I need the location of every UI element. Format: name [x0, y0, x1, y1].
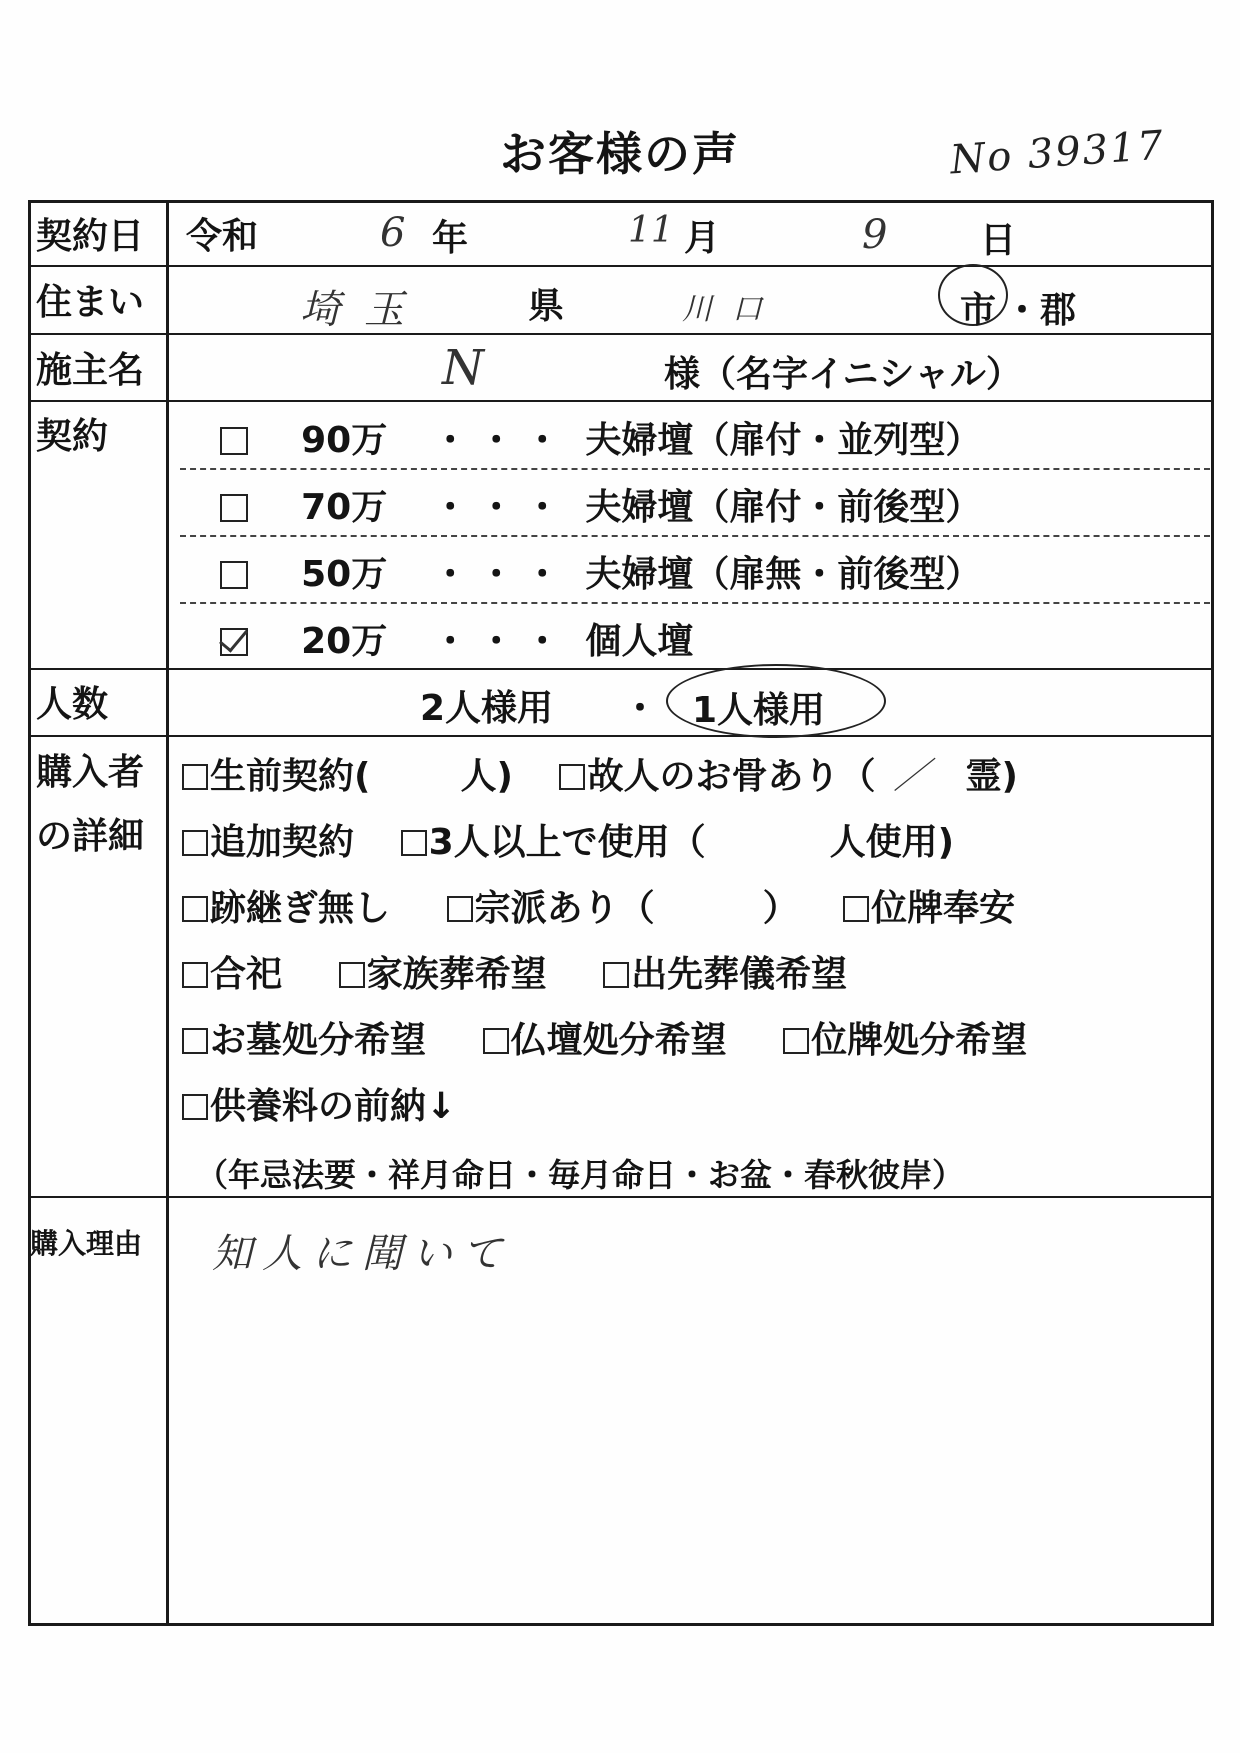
ihai-label: 位牌奉安 — [871, 888, 1016, 929]
three-plus-unit: 人使用) — [829, 822, 955, 863]
contract-label: 契約 — [36, 416, 109, 457]
reason-label: 購入理由 — [30, 1227, 143, 1260]
goushi-label: 合祀 — [210, 954, 283, 995]
checkbox-ashes[interactable] — [559, 764, 585, 790]
checkbox-additional[interactable] — [182, 830, 208, 856]
city-unit[interactable]: 市 — [960, 290, 997, 331]
contract-option-90[interactable] — [220, 412, 981, 463]
checkbox-sect[interactable] — [447, 896, 473, 922]
checkbox-ihai[interactable] — [843, 896, 869, 922]
buyer-details-label-2: の詳細 — [36, 816, 145, 857]
buyer-row-5 — [182, 1012, 1027, 1063]
option-dots: ・・・ — [432, 487, 571, 528]
page-title: お客様の声 — [500, 127, 740, 181]
row-divider — [28, 668, 1214, 670]
label-column-divider — [166, 200, 169, 1626]
option-divider — [180, 535, 1210, 537]
contract-month[interactable]: 11 — [628, 210, 674, 251]
option-price: 90万 — [301, 420, 388, 461]
no-heir-label: 跡継ぎ無し — [210, 888, 391, 929]
checkbox-3plus[interactable] — [401, 830, 427, 856]
people-option-1[interactable]: 1人様用 — [692, 690, 826, 731]
additional-contract-label: 追加契約 — [210, 822, 355, 863]
buyer-row-1 — [182, 748, 1018, 799]
checkbox[interactable] — [220, 494, 248, 522]
people-separator: ・ — [622, 688, 659, 729]
month-unit: 月 — [684, 218, 721, 259]
three-plus-label: 3人以上で使用（ — [428, 822, 706, 863]
contract-day[interactable]: 9 — [862, 212, 888, 258]
option-desc: 夫婦壇（扉付・並列型） — [585, 420, 982, 461]
option-dots: ・・・ — [432, 420, 571, 461]
option-price: 20万 — [301, 621, 388, 662]
option-desc: 夫婦壇（扉無・前後型） — [585, 554, 982, 595]
buyer-row-2 — [182, 814, 954, 865]
row-divider — [28, 735, 1214, 737]
ashes-label: 故人のお骨あり（ — [587, 756, 876, 797]
prefecture-value[interactable]: 埼玉 — [300, 287, 428, 333]
checkbox-no-heir[interactable] — [182, 896, 208, 922]
customer-name-label: 施主名 — [36, 350, 145, 391]
ashes-unit: 霊) — [965, 756, 1018, 797]
contract-year[interactable]: 6 — [380, 210, 406, 256]
option-dots: ・・・ — [432, 554, 571, 595]
ashes-count-slash[interactable]: ／ — [893, 756, 930, 797]
city-gun-separator: ・ — [1004, 290, 1041, 331]
buyer-row-3 — [182, 880, 1015, 931]
customer-initial[interactable]: N — [442, 340, 484, 396]
prefecture-unit: 県 — [528, 286, 565, 327]
contract-option-50[interactable] — [220, 546, 981, 597]
ihai-disposal-label: 位牌処分希望 — [811, 1020, 1028, 1061]
people-option-2[interactable]: 2人様用 — [420, 688, 554, 729]
buyer-details-label: 購入者 — [36, 752, 145, 793]
gun-unit[interactable]: 郡 — [1040, 290, 1077, 331]
option-divider — [180, 602, 1210, 604]
day-unit: 日 — [980, 220, 1017, 261]
checkbox-prepay[interactable] — [182, 1094, 208, 1120]
checkbox[interactable] — [220, 427, 248, 455]
row-divider — [28, 400, 1214, 402]
checkbox-pre-contract[interactable] — [182, 764, 208, 790]
people-label: 人数 — [36, 684, 109, 725]
row-divider — [28, 1196, 1214, 1198]
checkbox[interactable] — [220, 561, 248, 589]
checkbox-onsite-funeral[interactable] — [603, 962, 629, 988]
sect-close: ） — [762, 888, 799, 929]
option-dots: ・・・ — [432, 621, 571, 662]
option-divider — [180, 468, 1210, 470]
checkbox-goushi[interactable] — [182, 962, 208, 988]
prepay-label: 供養料の前納↓ — [210, 1086, 457, 1127]
row-divider — [28, 333, 1214, 335]
option-desc: 夫婦壇（扉付・前後型） — [585, 487, 982, 528]
city-value[interactable]: 川口 — [682, 292, 782, 327]
contract-option-20[interactable] — [220, 613, 693, 664]
buyer-row-6 — [182, 1078, 456, 1129]
checkbox-grave-disposal[interactable] — [182, 1028, 208, 1054]
row-divider — [28, 265, 1214, 267]
checkbox-ihai-disposal[interactable] — [783, 1028, 809, 1054]
checkbox-checked[interactable] — [220, 628, 248, 656]
contract-date-label: 契約日 — [36, 216, 145, 257]
option-desc: 個人壇 — [585, 621, 694, 662]
option-price: 70万 — [301, 487, 388, 528]
checkbox-family-funeral[interactable] — [339, 962, 365, 988]
address-label: 住まい — [36, 282, 145, 323]
family-funeral-label: 家族葬希望 — [366, 954, 547, 995]
onsite-funeral-label: 出先葬儀希望 — [631, 954, 848, 995]
serial-number: No 39317 — [948, 122, 1167, 184]
option-price: 50万 — [301, 554, 388, 595]
checkbox-butsudan-disposal[interactable] — [483, 1028, 509, 1054]
year-unit: 年 — [432, 218, 469, 259]
buyer-row-4 — [182, 946, 847, 997]
customer-suffix: 様（名字イニシャル） — [664, 354, 1022, 395]
pre-contract-people: 人) — [460, 756, 513, 797]
reason-text[interactable]: 知人に聞いて — [212, 1231, 512, 1277]
grave-disposal-label: お墓処分希望 — [210, 1020, 427, 1061]
memorial-options: （年忌法要・祥月命日・毎月命日・お盆・春秋彼岸） — [196, 1156, 965, 1194]
butsudan-disposal-label: 仏壇処分希望 — [510, 1020, 727, 1061]
contract-option-70[interactable] — [220, 479, 981, 530]
era-label: 令和 — [186, 216, 259, 257]
sect-label: 宗派あり（ — [474, 888, 655, 929]
pre-contract-label: 生前契約( — [210, 756, 371, 797]
